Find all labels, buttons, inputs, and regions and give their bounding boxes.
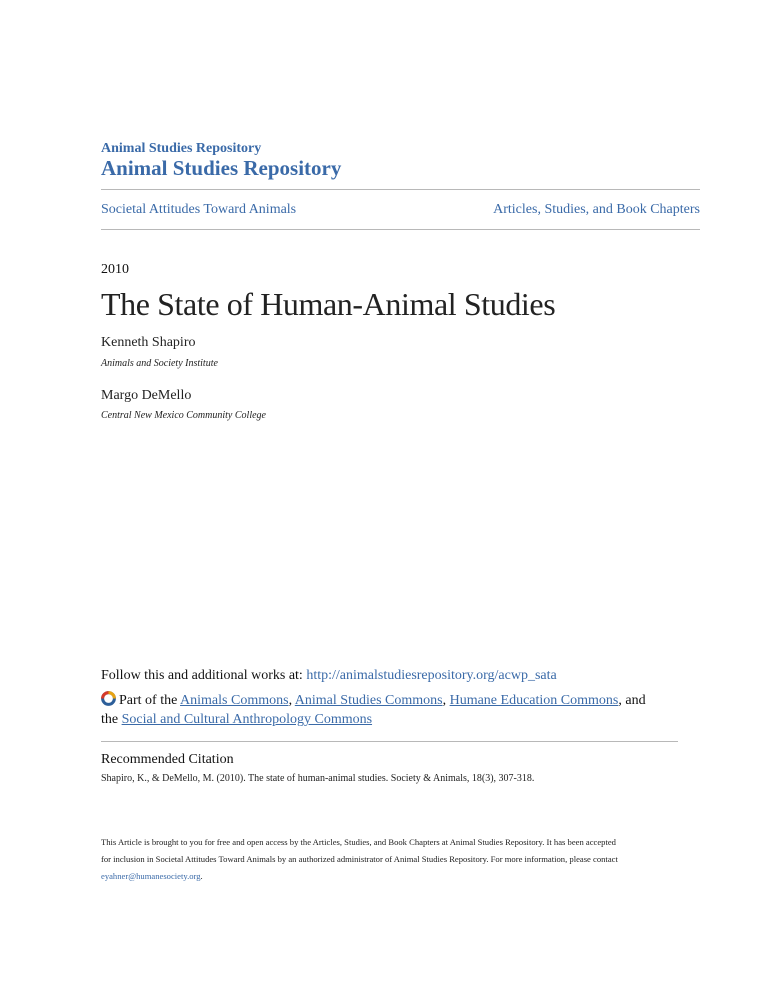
part-of-prefix: Part of the — [119, 693, 181, 708]
collection-link-societal-attitudes[interactable]: Societal Attitudes Toward Animals — [101, 202, 297, 217]
publication-year: 2010 — [101, 262, 129, 277]
follow-prefix: Follow this and additional works at: — [101, 668, 307, 683]
notice-end: . — [200, 871, 203, 881]
author-affiliation: Central New Mexico Community College — [101, 410, 266, 421]
author-name: Margo DeMello — [101, 388, 192, 403]
commons-link-animals[interactable]: Animals Commons — [180, 693, 289, 708]
commons-link-animal-studies[interactable]: Animal Studies Commons — [294, 693, 443, 708]
bepress-commons-icon — [101, 691, 116, 706]
article-title: The State of Human-Animal Studies — [101, 286, 556, 322]
the-text: the — [101, 712, 122, 727]
collection-link-articles[interactable]: Articles, Studies, and Book Chapters — [493, 202, 700, 217]
repository-name-small: Animal Studies Repository — [101, 141, 262, 156]
citation-heading: Recommended Citation — [101, 752, 234, 767]
citation-divider — [101, 741, 678, 742]
contact-email-link[interactable]: eyahner@humanesociety.org — [101, 871, 201, 881]
author-name: Kenneth Shapiro — [101, 335, 196, 350]
top-divider — [101, 189, 700, 190]
follow-line — [101, 668, 557, 684]
author-affiliation: Animals and Society Institute — [101, 358, 218, 369]
notice-line: for inclusion in Societal Attitudes Toward Animals by an authorized administrator of Animal Studies Repository. For more information, please contact — [101, 854, 618, 864]
separator: , — [288, 693, 295, 708]
citation-text: Shapiro, K., & DeMello, M. (2010). The state of human-animal studies. Society & Animals, 18(3), 307-318. — [101, 773, 535, 784]
collection-url-link[interactable]: http://animalstudiesrepository.org/acwp_sata — [306, 668, 557, 683]
access-notice — [101, 834, 691, 885]
repository-name-link[interactable]: Animal Studies Repository — [101, 156, 342, 180]
notice-line: This Article is brought to you for free and open access by the Articles, Studies, and Book Chapters at Animal Studies Repository. It has been accepted — [101, 837, 616, 847]
part-of-commons — [101, 691, 681, 729]
nav-divider — [101, 229, 700, 230]
separator: , — [442, 693, 450, 708]
cover-page — [101, 0, 701, 994]
and-text: , and — [618, 693, 646, 708]
commons-link-humane-education[interactable]: Humane Education Commons — [449, 693, 619, 708]
commons-link-social-cultural-anthropology[interactable]: Social and Cultural Anthropology Commons — [121, 712, 373, 727]
